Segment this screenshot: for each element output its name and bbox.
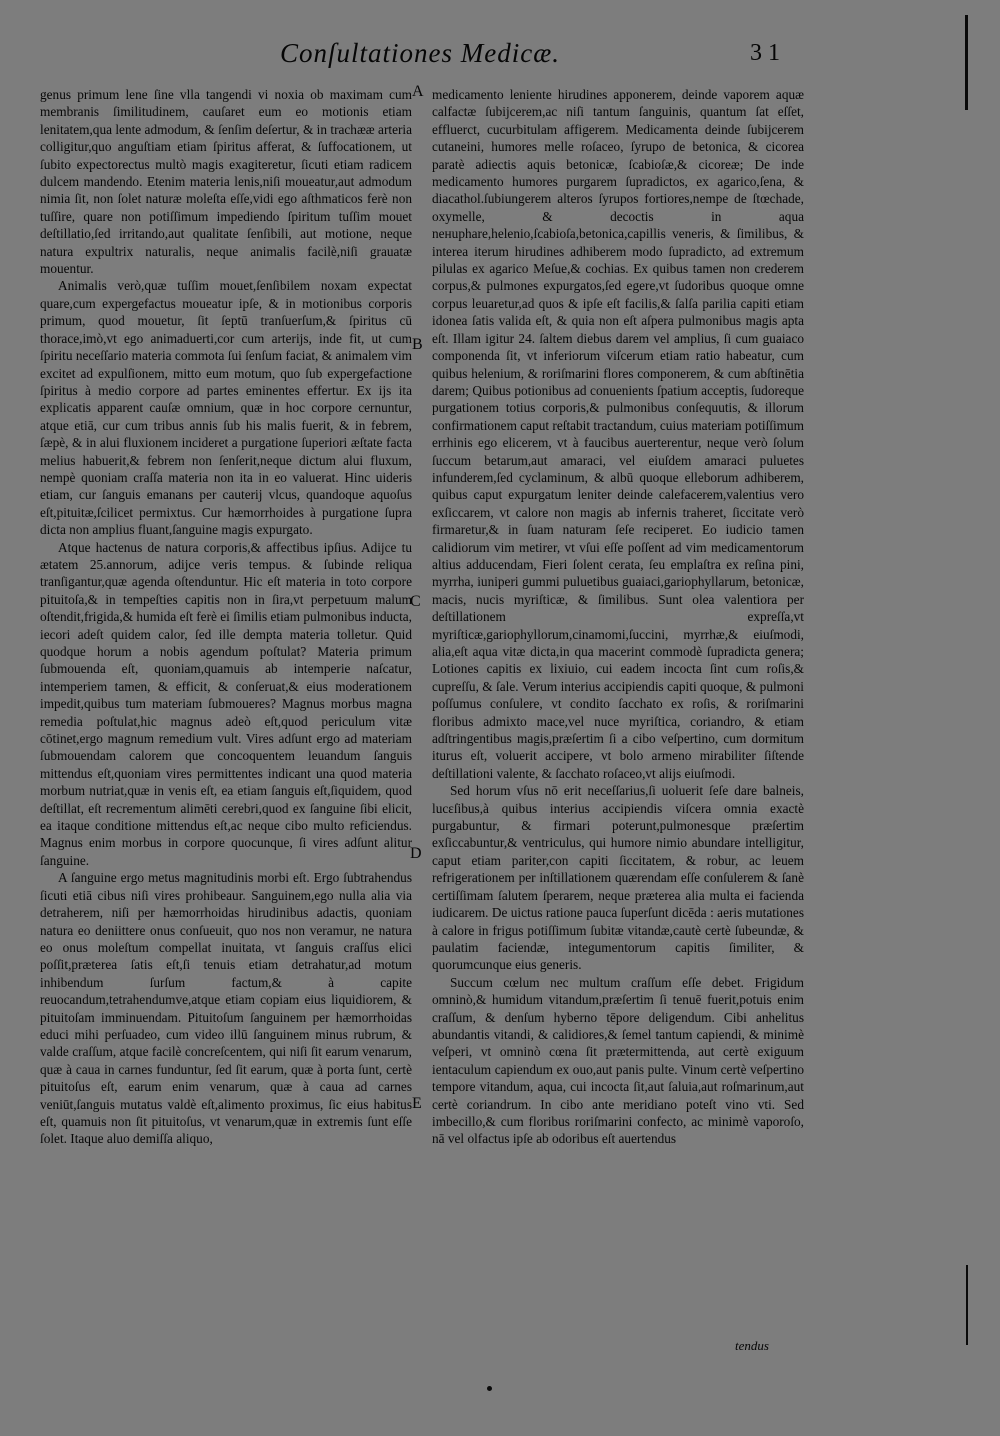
- page-number: 3 1: [750, 40, 780, 66]
- paragraph: Sed horum vſus nō erit neceſſarius,ſi uoluerit ſeſe dare balneis, lucεſibus,à quibus interius accipiendis viſcera omnia exactè purgabuntur, & firmari poterunt,pulmonesque præſertim exſiccabuntur,& ventriculus, qui humore nimio abundare intelligitur, caput etiam pariter,con capiti ſiccitatem, & robur, ac leuem refrigerationem per inſtillationem quærendam eſſe conſulerem & ſanè certiſſimam ſalutem ſperarem, neque præterea alia multa ei facienda iudicarem. De uictus ratione pauca ſuperſunt dicēda : aeris mutationes à calore in frigus potiſſimum ſubitæ vitandæ,cautè certè ſubeundæ, & paulatim faciendæ, integumentorum capitis ſimiliter, & quorumcunque eius generis.: [432, 783, 804, 973]
- bottom-dot: [487, 1386, 492, 1391]
- margin-letter: C: [410, 593, 421, 610]
- margin-letter: A: [412, 83, 424, 100]
- right-edge-line: [965, 15, 968, 110]
- paragraph: Succum cœlum nec multum craſſum eſſe debet. Frigidum omninò,& humidum vitandum,præſertim ſi tenuē fuerit,potuis enim craſſum, & denſum hyberno tēpore deligendum. Cibi anhelitus abundantis vitandi, & calidiores,& ſemel tantum capiendi, & minimè veſperi, vt omninò cœna ſit prætermittenda, aut certè exiguum ientaculum capiendum ex ouo,aut panis pulte. Vinum certè veſpertino tempore vitandum, aqua, cui incocta ſit,aut ſaluia,aut roſmarinum,aut certè coriandrum. In cibo ante meridiano poteſt vino vti. Sed imbecillo,& cum floribus roriſmarini confecto, ac minimè vaporoſo, nā vel olfactus ipſe ab odoribus eſt auertendus: [432, 974, 804, 1147]
- running-title: Conſultationes Medicæ.: [280, 38, 560, 68]
- paragraph: Atque hactenus de natura corporis,& affectibus ipſius. Adijce tu ætatem 25.annorum, adijce veris tempus. & ſubinde reliqua tranſigantur,quæ agenda oſtenduntur. Hic eſt materia in toto corpore pituitoſa,& in tempeſties capitis non in ſira,vt perpetuum malum oſtendit,frigida,& humida eſt ferè ei ſimilis etiam pulmonibus inducta, iecori adeſt quidem calor, ſed ille dempta materia tolletur. Quid quodque horum a nobis agendum poſtulat? Materia primum ſubmouenda eſt, quoniam,quamuis ab intemperie naſcatur, intemperiem tamen, & efficit, & conſeruat,& eius moderationem impedit,quibus tum materiam ſubmoueres? Magnus morbus magna remedia poſtulat,hic magnus adeò eſt,quod periculum vitæ cōtinet,ergo magnum remedium vult. Vires adſunt ergo ad materiam ſubmouendam calorem que concoquentem leuandum ſanguis mittendus eſt,quoniam vires permittentes indicant una quod materia morbum nutriat,quæ in venis eſt, ea etiam ſanguis eſt,ſiquidem, quod deſtillat, eſt recrementum alimēti cerebri,quod ex ſanguine ſibi elicit, ea itaque conditione mittendus eſt,ac neque cibo multo reficiendus. Magnus enim morbus in corpore quocunque, ſi vires adſunt alitur ſanguine.: [40, 539, 412, 868]
- paragraph: genus primum lene ſine vlla tangendi vi noxia ob maximam cum membranis ſimilitudinem, cauſaret eum eo motionis etiam lenitatem,qua lente admodum, & ſenſim deſertur, & in trachææ arteria colligitur,quo anguſtiam etiam ſpiritus afferat, & ſuffocationem, ut ſubito expectorectus multò magis exagiteretur, ſicuti etiam radicem dulcem mandendo. Etenim materia lenis,niſi moueatur,aut admodum nimia ſit, non ſolet naturæ moleſta eſſe,vidi ego aſthmaticos ferè non tuſſire, quare non potiſſimum impediendo ſpiritum tuſſim mouet deſtillatio,ſed irritando,aut qualitate ſenſibili, aut motione, neque natura expultrix naturalis, neque animalis facilè,niſi grauatæ mouentur.: [40, 87, 412, 277]
- left-column: [40, 86, 412, 1356]
- page-header: [280, 38, 800, 86]
- right-column: [432, 86, 804, 1376]
- paragraph: A ſanguine ergo metus magnitudinis morbi eſt. Ergo ſubtrahendus ſicuti etiā cibus niſi vires prohibeaur. Sanguinem,ego nulla alia via detraherem, niſi per hæmorrhoidas hirudinibus adactis, quoniam natura eo deniittere onus conſueuit, quo nos non veramur, ne natura eo onus moleſtum compellat inuitata, vt ſanguis craſſus elici poſſit,præterea ſatis eſt,ſi tenuis etiam detrahatur,ad motum inhibendum ſurſum factum,& à capite reuocandum,tetrahendumve,atque etiam copiam eius liquidiorem, & pituitoſam imminuendam. Pituitoſum ſanguinem per hæmorrhoidas educi mihi perſuadeo, cum video illū ſanguinem minus rubrum, & valde craſſum, atque facilè concreſcentem, qui niſi ſit earum venarum, quæ à caua in carnes funduntur, ſed ſit earum, quæ à porta ſunt, certè pituitoſus eſt, earum enim venarum, quæ à caua ad carnes veniūt,ſanguis mutatus valdè eſt,alimento proximus, ſic eius habitus eſt, quamuis non ſit pituitoſus, vt venarum,quæ in extremis ſunt eſſe ſolet. Itaque aluo demiſſa aliquo,: [40, 870, 412, 1147]
- right-edge-line: [966, 1265, 968, 1345]
- paragraph: medicamento leniente hirudines apponerem, deinde vaporem aquæ calfactæ ſubijcerem,ac niſi tantum ſanguinis, quantum ſat eſſet, effluerct, cucurbitulam affigerem. Medicamenta deinde ſubijcerem cutaneini, humores melle roſaceo, ſyrupo de betonica, & cicorea paratè adiectis aquis betonicæ, ſcabioſæ,& cicoreæ; De inde medicamento humores purgarem ſupradictos, ex agarico,ſena, & diacathol.ſubiungerem alteros ſyrupos fortiores,nempe de ſtœchade, oxymelle, & decoctis in aqua neнuphare,helenio,ſcabioſa,betonica,capillis veneris, & ſimilibus, & interea iterum hirudines adhiberem modo ſupradicto, ad extremum pilulas ex agarico Meſue,& cochias. Ex quibus tamen non crederem corpus,& pulmones expurgatos,ſed egere,vt ſudoribus quoque omne corpus leuaretur,ad quos & ipſe eſt facilis,& ſalſa parilia capiti etiam idonea ſatis valida eſt, & quia non eſt aſpera pulmonibus magis apta eſt. Illam igitur 24. ſaltem diebus darem vel amplius, ſi cum guaiaco componenda ſit, vt inferiorum viſcerum etiam ratio habeatur, cum quibus helenium, & roriſmarini flores componerem, & cum abſtinētia darem; Quibus potionibus ad conuenients ſpatium acceptis, ſudoreque purgationem totius corporis,& pulmonibus conſequutis, & illorum confirmationem caput reſtabit tractandum, cuius materiam potiſſimum errhinis ego elicerem, vt à faucibus auerterentur, neque verò ſolum ſuccum betarum,aut amaraci, vel eiuſdem amaraci puluetes infunderem,ſed cyclaminum, & albū quoque elleborum adhiberem, quibus caput expurgatum leniter deinde calefacerem,valentius vero exſiccarem, vt calore non magis ab infernis traheret, ſiccitate verò firmaretur,& in ſuam naturam ſeſe reciperet. Eo iudicio tamen calidiorum vim metirer, vt vſui eſſe poſſent ad vim medicamentorum altius adducendam, Fieri ſolent cerata, ſeu emplaſtra ex reſina pini, myrrha, iuniperi gummi puluetibus guaiaci,gariophyllarum, betonicæ, macis, nucis myriſticæ, & ſimilibus. Sunt olea valentiora per deſtillationem expreſſa,vt myriſticæ,gariophyllorum,cinamomi,ſuccini, myrrhæ,& eiuſmodi, alia,eſt aqua vitæ dicta,in qua macerint commodè ſupradicta genera; Lotiones capitis ex lixiuio, cui eadem incocta ſint cum roſis,& cupreſſu, & ſale. Verum interius accipiendis capiti quoque, & pulmoni poſſumus conſulere, vt condito ſacchato ex roſis, & roriſmarini floribus admixto mace,vel nuce myriſtica, coriandro, & etiam adſtringentibus magis,præſertim ſi a cibo veſpertino, cum dormitum iturus eſt, voluerit accipere, vt bolo armeno mirabiliter ſiſtende deſtillationi valente, & ſacchato roſaceo,vt alijs eiuſmodi.: [432, 87, 804, 781]
- margin-letter: E: [412, 1095, 422, 1112]
- paragraph: Animalis verò,quæ tuſſim mouet,ſenſibilem noxam expectat quare,cum expergefactus moueatur ipſe, & in motionibus corporis primum, quod mouetur, ſit ſeptū tranſuerſum,& ſpiritus cū thorace,imò,vt ego animaduerti,cor cum arterijs, inde fit, ut cum ſpiritu neceſſario materia commota ſui ſenſum faciat, & animalem vim excitet ad expulſionem, mitto eum motum, quo ſub expergefactione ſpiritus à medio corpore ad partes eminentes effertur. Ex ijs ita explicatis apparent cauſæ omnium, quæ in hoc corpore cernuntur, atque etiā, cur cum tribus annis ſub his malis fuerit, & in febrem, ſæpè, & in alui fluxionem incideret a purgatione ſuperiori æſtate facta melius habuerit,& febrem non ſenſerit,neque dictum alui fluxum, nempè quoniam craſſa materia non ita in eo valuerat. Hinc uideris etiam, cur ſanguis emanans per cauterij vlcus, quandoque aquoſus eſt,pituitæ,ſcilicet permixtus. Cur hæmorrhoides à purgatione ſupra dicta non amplius fluant,ſanguine magis expurgato.: [40, 278, 412, 538]
- margin-letter: B: [412, 336, 423, 353]
- margin-letter: D: [410, 845, 422, 862]
- catchword: tendus: [735, 1338, 769, 1353]
